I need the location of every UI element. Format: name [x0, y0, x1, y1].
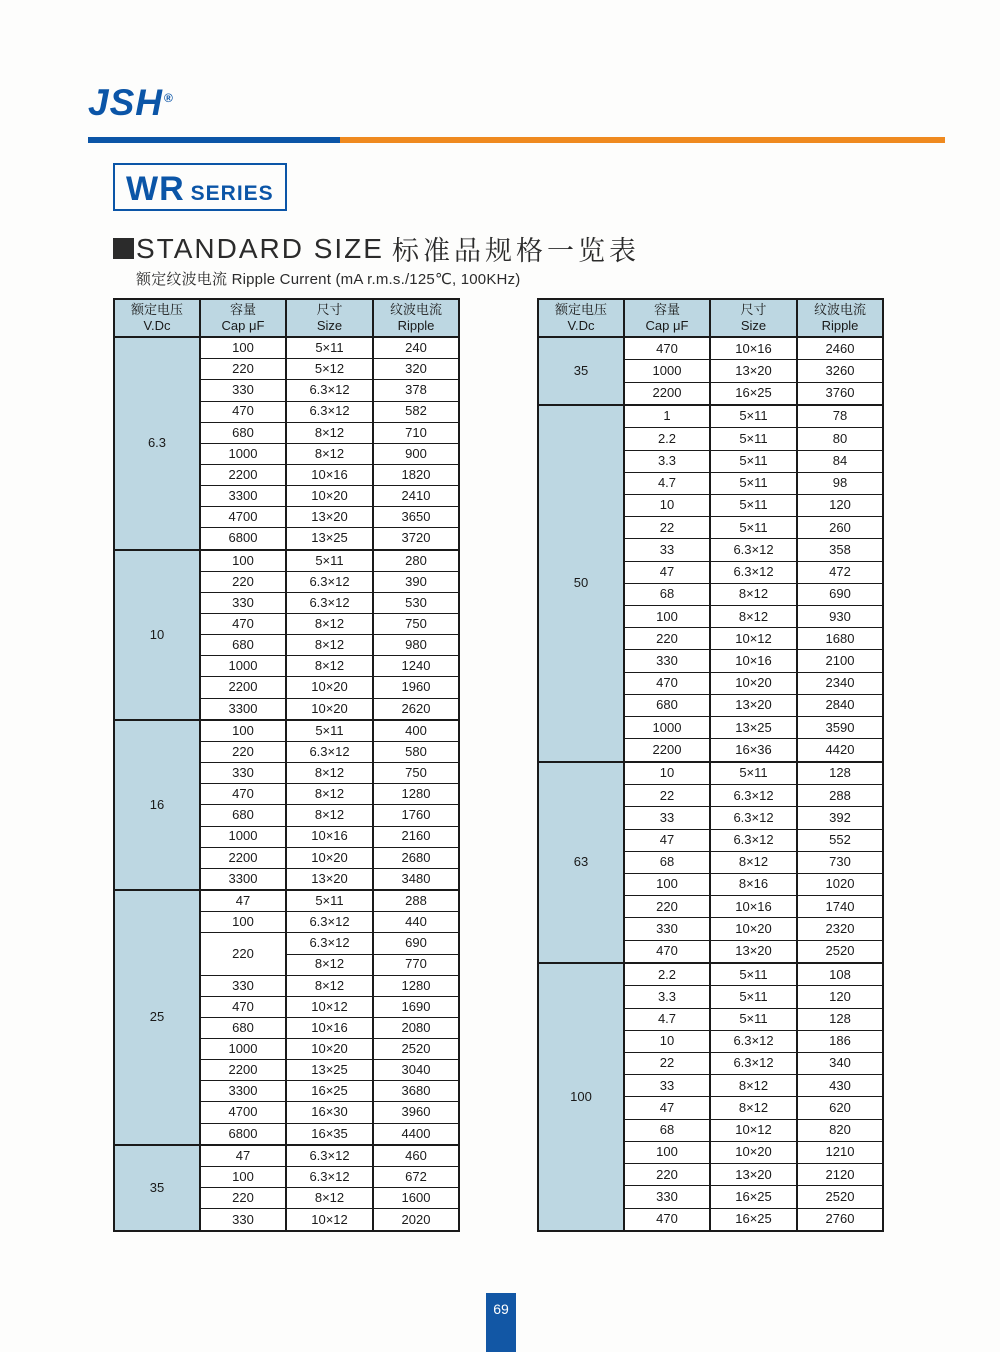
cap-cell: 100 [624, 606, 710, 628]
cap-cell: 22 [624, 1052, 710, 1074]
ripple-cell: 1740 [797, 896, 883, 918]
series-label: SERIES [190, 182, 274, 205]
ripple-cell: 3590 [797, 717, 883, 739]
voltage-group-cell: 25 [114, 890, 200, 1145]
ripple-cell: 186 [797, 1030, 883, 1052]
ripple-cell: 930 [797, 606, 883, 628]
size-cell: 13×25 [710, 717, 797, 739]
cap-cell: 330 [200, 1209, 286, 1231]
ripple-cell: 820 [797, 1119, 883, 1141]
voltage-group-cell: 63 [538, 762, 624, 963]
ripple-cell: 3260 [797, 360, 883, 382]
column-header: 容量 Cap μF [624, 299, 710, 337]
ripple-cell: 2100 [797, 650, 883, 672]
ripple-cell: 1760 [373, 805, 459, 826]
cap-cell: 220 [200, 359, 286, 380]
size-cell: 8×12 [286, 805, 373, 826]
ripple-cell: 128 [797, 1008, 883, 1030]
cap-cell: 2.2 [624, 963, 710, 986]
size-cell: 10×16 [286, 1017, 373, 1038]
ripple-cell: 2340 [797, 672, 883, 694]
size-cell: 10×12 [710, 1119, 797, 1141]
cap-cell: 68 [624, 1119, 710, 1141]
voltage-group-cell: 10 [114, 550, 200, 720]
ripple-cell: 390 [373, 571, 459, 592]
cap-cell: 1000 [200, 826, 286, 847]
cap-cell: 470 [624, 1208, 710, 1231]
cap-cell: 680 [200, 422, 286, 443]
header-rule-blue-segment [88, 137, 340, 143]
ripple-cell: 672 [373, 1167, 459, 1188]
ripple-cell: 288 [797, 785, 883, 807]
ripple-cell: 260 [797, 517, 883, 539]
size-cell: 10×16 [710, 337, 797, 360]
size-cell: 5×12 [286, 359, 373, 380]
size-cell: 6.3×12 [710, 561, 797, 583]
cap-cell: 220 [200, 933, 286, 975]
cap-cell: 4.7 [624, 472, 710, 494]
size-cell: 10×20 [710, 1141, 797, 1163]
size-cell: 6.3×12 [286, 742, 373, 763]
ripple-cell: 288 [373, 890, 459, 912]
ripple-cell: 770 [373, 954, 459, 975]
size-cell: 5×11 [710, 472, 797, 494]
ripple-cell: 3650 [373, 507, 459, 528]
size-cell: 6.3×12 [710, 1030, 797, 1052]
ripple-cell: 2020 [373, 1209, 459, 1231]
cap-cell: 47 [624, 561, 710, 583]
size-cell: 8×12 [286, 784, 373, 805]
size-cell: 8×12 [710, 851, 797, 873]
cap-cell: 220 [624, 1164, 710, 1186]
cap-cell: 4.7 [624, 1008, 710, 1030]
ripple-cell: 2320 [797, 918, 883, 940]
size-cell: 8×12 [286, 954, 373, 975]
ripple-cell: 980 [373, 635, 459, 656]
page-number-tab [486, 1293, 516, 1352]
section-heading-en: STANDARD SIZE [136, 232, 384, 264]
size-cell: 10×16 [286, 464, 373, 485]
ripple-cell: 2680 [373, 847, 459, 868]
ripple-cell: 358 [797, 539, 883, 561]
size-cell: 5×11 [710, 963, 797, 986]
cap-cell: 10 [624, 494, 710, 516]
ripple-cell: 1210 [797, 1141, 883, 1163]
size-cell: 13×20 [710, 694, 797, 716]
cap-cell: 2200 [200, 677, 286, 698]
cap-cell: 220 [200, 742, 286, 763]
cap-cell: 330 [200, 763, 286, 784]
square-bullet-icon [113, 238, 134, 259]
size-cell: 5×11 [710, 428, 797, 450]
column-header: 额定电压 V.Dc [538, 299, 624, 337]
ripple-cell: 582 [373, 401, 459, 422]
size-cell: 10×12 [286, 996, 373, 1017]
size-cell: 5×11 [710, 450, 797, 472]
cap-cell: 2200 [624, 739, 710, 762]
ripple-cell: 690 [373, 933, 459, 954]
size-cell: 10×20 [286, 486, 373, 507]
cap-cell: 68 [624, 583, 710, 605]
ripple-current-note: 额定纹波电流 Ripple Current (mA r.m.s./125℃, 100KHz) [136, 271, 521, 288]
ripple-cell: 530 [373, 592, 459, 613]
size-cell: 6.3×12 [710, 829, 797, 851]
page-number: 69 [493, 1301, 509, 1317]
size-cell: 8×12 [710, 606, 797, 628]
series-badge [113, 163, 287, 211]
cap-cell: 330 [200, 380, 286, 401]
size-cell: 13×25 [286, 1060, 373, 1081]
ripple-cell: 3480 [373, 868, 459, 890]
ripple-cell: 1820 [373, 464, 459, 485]
cap-cell: 1000 [200, 1039, 286, 1060]
table-row [114, 1145, 459, 1167]
cap-cell: 2200 [200, 1060, 286, 1081]
cap-cell: 330 [624, 918, 710, 940]
size-cell: 10×20 [286, 1039, 373, 1060]
size-cell: 13×20 [286, 507, 373, 528]
ripple-cell: 2620 [373, 698, 459, 720]
header-rule-orange-segment [340, 137, 945, 143]
ripple-cell: 620 [797, 1097, 883, 1119]
cap-cell: 47 [624, 1097, 710, 1119]
size-cell: 10×12 [710, 628, 797, 650]
column-header: 纹波电流 Ripple [373, 299, 459, 337]
voltage-group-cell: 16 [114, 720, 200, 890]
cap-cell: 47 [624, 829, 710, 851]
size-cell: 5×11 [286, 337, 373, 359]
size-cell: 16×25 [710, 382, 797, 405]
size-cell: 5×11 [710, 762, 797, 785]
ripple-cell: 4420 [797, 739, 883, 762]
ripple-cell: 1680 [797, 628, 883, 650]
size-cell: 13×20 [286, 868, 373, 890]
ripple-cell: 120 [797, 986, 883, 1008]
cap-cell: 4700 [200, 507, 286, 528]
size-cell: 5×11 [710, 986, 797, 1008]
table-row [538, 337, 883, 360]
cap-cell: 47 [200, 890, 286, 912]
cap-cell: 33 [624, 539, 710, 561]
header-rule [88, 137, 945, 143]
cap-cell: 100 [200, 1167, 286, 1188]
size-cell: 5×11 [710, 494, 797, 516]
size-cell: 13×20 [710, 360, 797, 382]
ripple-cell: 2520 [797, 1186, 883, 1208]
size-cell: 16×30 [286, 1102, 373, 1123]
ripple-cell: 460 [373, 1145, 459, 1167]
ripple-cell: 472 [797, 561, 883, 583]
cap-cell: 470 [624, 337, 710, 360]
spec-table-left [113, 298, 460, 1232]
ripple-cell: 900 [373, 443, 459, 464]
table-row [114, 890, 459, 912]
size-cell: 5×11 [286, 720, 373, 742]
cap-cell: 3300 [200, 1081, 286, 1102]
ripple-cell: 3040 [373, 1060, 459, 1081]
cap-cell: 100 [624, 1141, 710, 1163]
size-cell: 6.3×12 [286, 933, 373, 954]
table-row [114, 550, 459, 572]
size-cell: 10×20 [710, 918, 797, 940]
ripple-cell: 2840 [797, 694, 883, 716]
ripple-cell: 1690 [373, 996, 459, 1017]
voltage-group-cell: 100 [538, 963, 624, 1231]
ripple-cell: 730 [797, 851, 883, 873]
ripple-cell: 2520 [373, 1039, 459, 1060]
size-cell: 5×11 [710, 1008, 797, 1030]
ripple-cell: 1020 [797, 873, 883, 895]
cap-cell: 470 [200, 784, 286, 805]
column-header: 容量 Cap μF [200, 299, 286, 337]
size-cell: 16×35 [286, 1123, 373, 1145]
cap-cell: 100 [200, 912, 286, 933]
ripple-cell: 98 [797, 472, 883, 494]
table-row [114, 720, 459, 742]
ripple-cell: 400 [373, 720, 459, 742]
header-row [114, 299, 459, 337]
ripple-cell: 552 [797, 829, 883, 851]
ripple-cell: 280 [373, 550, 459, 572]
table-row [538, 762, 883, 785]
cap-cell: 47 [200, 1145, 286, 1167]
cap-cell: 3.3 [624, 450, 710, 472]
size-cell: 8×12 [710, 1097, 797, 1119]
ripple-cell: 2760 [797, 1208, 883, 1231]
size-cell: 10×20 [286, 847, 373, 868]
ripple-cell: 2160 [373, 826, 459, 847]
brand-logo [88, 82, 174, 124]
size-cell: 5×11 [710, 405, 797, 428]
ripple-cell: 3720 [373, 528, 459, 550]
cap-cell: 2.2 [624, 428, 710, 450]
cap-cell: 100 [200, 337, 286, 359]
cap-cell: 330 [200, 592, 286, 613]
series-name: WR [126, 170, 185, 208]
table-row [538, 405, 883, 428]
size-cell: 16×25 [286, 1081, 373, 1102]
size-cell: 6.3×12 [286, 1145, 373, 1167]
size-cell: 13×20 [710, 940, 797, 963]
cap-cell: 2200 [200, 847, 286, 868]
ripple-cell: 128 [797, 762, 883, 785]
ripple-cell: 3680 [373, 1081, 459, 1102]
size-cell: 8×12 [286, 635, 373, 656]
size-cell: 10×12 [286, 1209, 373, 1231]
size-cell: 8×12 [286, 614, 373, 635]
ripple-cell: 78 [797, 405, 883, 428]
cap-cell: 100 [200, 550, 286, 572]
size-cell: 8×16 [710, 873, 797, 895]
size-cell: 6.3×12 [710, 807, 797, 829]
size-cell: 6.3×12 [286, 1167, 373, 1188]
size-cell: 10×16 [286, 826, 373, 847]
cap-cell: 1000 [200, 443, 286, 464]
ripple-cell: 1280 [373, 784, 459, 805]
cap-cell: 470 [624, 940, 710, 963]
size-cell: 8×12 [710, 1075, 797, 1097]
ripple-cell: 80 [797, 428, 883, 450]
cap-cell: 220 [200, 1188, 286, 1209]
cap-cell: 330 [624, 1186, 710, 1208]
cap-cell: 33 [624, 807, 710, 829]
voltage-group-cell: 50 [538, 405, 624, 762]
ripple-cell: 340 [797, 1052, 883, 1074]
cap-cell: 680 [200, 805, 286, 826]
size-cell: 6.3×12 [710, 1052, 797, 1074]
cap-cell: 10 [624, 1030, 710, 1052]
size-cell: 10×16 [710, 896, 797, 918]
size-cell: 5×11 [710, 517, 797, 539]
size-cell: 16×25 [710, 1186, 797, 1208]
ripple-cell: 120 [797, 494, 883, 516]
cap-cell: 330 [624, 650, 710, 672]
ripple-cell: 580 [373, 742, 459, 763]
section-heading-cn: 标准品规格一览表 [391, 236, 640, 266]
size-cell: 16×36 [710, 739, 797, 762]
registered-mark: ® [163, 90, 174, 105]
ripple-cell: 1240 [373, 656, 459, 677]
cap-cell: 6800 [200, 1123, 286, 1145]
size-cell: 8×12 [286, 656, 373, 677]
ripple-cell: 710 [373, 422, 459, 443]
size-cell: 6.3×12 [286, 380, 373, 401]
cap-cell: 680 [200, 1017, 286, 1038]
size-cell: 8×12 [286, 443, 373, 464]
cap-cell: 2200 [200, 464, 286, 485]
ripple-cell: 84 [797, 450, 883, 472]
size-cell: 6.3×12 [286, 592, 373, 613]
size-cell: 10×20 [286, 677, 373, 698]
cap-cell: 4700 [200, 1102, 286, 1123]
ripple-cell: 1280 [373, 975, 459, 996]
ripple-cell: 440 [373, 912, 459, 933]
ripple-cell: 240 [373, 337, 459, 359]
voltage-group-cell: 35 [538, 337, 624, 405]
cap-cell: 2200 [624, 382, 710, 405]
cap-cell: 10 [624, 762, 710, 785]
column-header: 纹波电流 Ripple [797, 299, 883, 337]
size-cell: 8×12 [286, 975, 373, 996]
size-cell: 6.3×12 [286, 912, 373, 933]
ripple-cell: 378 [373, 380, 459, 401]
size-cell: 6.3×12 [710, 785, 797, 807]
cap-cell: 330 [200, 975, 286, 996]
ripple-cell: 2120 [797, 1164, 883, 1186]
cap-cell: 22 [624, 785, 710, 807]
cap-cell: 470 [200, 614, 286, 635]
ripple-cell: 392 [797, 807, 883, 829]
cap-cell: 470 [624, 672, 710, 694]
cap-cell: 470 [200, 996, 286, 1017]
cap-cell: 1 [624, 405, 710, 428]
voltage-group-cell: 6.3 [114, 337, 200, 550]
size-cell: 10×20 [286, 698, 373, 720]
size-cell: 5×11 [286, 890, 373, 912]
cap-cell: 680 [624, 694, 710, 716]
cap-cell: 1000 [624, 717, 710, 739]
ripple-cell: 430 [797, 1075, 883, 1097]
size-cell: 6.3×12 [286, 571, 373, 592]
cap-cell: 6800 [200, 528, 286, 550]
ripple-cell: 750 [373, 614, 459, 635]
cap-cell: 100 [200, 720, 286, 742]
size-cell: 8×12 [286, 422, 373, 443]
cap-cell: 3300 [200, 486, 286, 507]
size-cell: 8×12 [710, 583, 797, 605]
size-cell: 6.3×12 [286, 401, 373, 422]
section-heading [113, 229, 640, 268]
table-row [114, 337, 459, 359]
column-header: 尺寸 Size [710, 299, 797, 337]
ripple-cell: 3960 [373, 1102, 459, 1123]
ripple-cell: 690 [797, 583, 883, 605]
ripple-cell: 3760 [797, 382, 883, 405]
cap-cell: 22 [624, 517, 710, 539]
ripple-cell: 320 [373, 359, 459, 380]
cap-cell: 220 [624, 896, 710, 918]
size-cell: 6.3×12 [710, 539, 797, 561]
voltage-group-cell: 35 [114, 1145, 200, 1231]
ripple-cell: 2520 [797, 940, 883, 963]
ripple-cell: 4400 [373, 1123, 459, 1145]
cap-cell: 33 [624, 1075, 710, 1097]
table-row [538, 963, 883, 986]
ripple-cell: 2460 [797, 337, 883, 360]
ripple-cell: 750 [373, 763, 459, 784]
size-cell: 10×20 [710, 672, 797, 694]
ripple-cell: 1960 [373, 677, 459, 698]
size-cell: 16×25 [710, 1208, 797, 1231]
ripple-cell: 2410 [373, 486, 459, 507]
cap-cell: 220 [624, 628, 710, 650]
cap-cell: 470 [200, 401, 286, 422]
cap-cell: 220 [200, 571, 286, 592]
size-cell: 10×16 [710, 650, 797, 672]
cap-cell: 1000 [200, 656, 286, 677]
cap-cell: 1000 [624, 360, 710, 382]
column-header: 尺寸 Size [286, 299, 373, 337]
size-cell: 5×11 [286, 550, 373, 572]
cap-cell: 680 [200, 635, 286, 656]
cap-cell: 3.3 [624, 986, 710, 1008]
size-cell: 8×12 [286, 1188, 373, 1209]
ripple-cell: 108 [797, 963, 883, 986]
ripple-cell: 2080 [373, 1017, 459, 1038]
ripple-cell: 1600 [373, 1188, 459, 1209]
cap-cell: 68 [624, 851, 710, 873]
column-header: 额定电压 V.Dc [114, 299, 200, 337]
size-cell: 13×25 [286, 528, 373, 550]
brand-logo-text: JSH [88, 82, 163, 123]
header-row [538, 299, 883, 337]
size-cell: 13×20 [710, 1164, 797, 1186]
size-cell: 8×12 [286, 763, 373, 784]
cap-cell: 3300 [200, 868, 286, 890]
cap-cell: 100 [624, 873, 710, 895]
spec-table-right [537, 298, 884, 1232]
cap-cell: 3300 [200, 698, 286, 720]
